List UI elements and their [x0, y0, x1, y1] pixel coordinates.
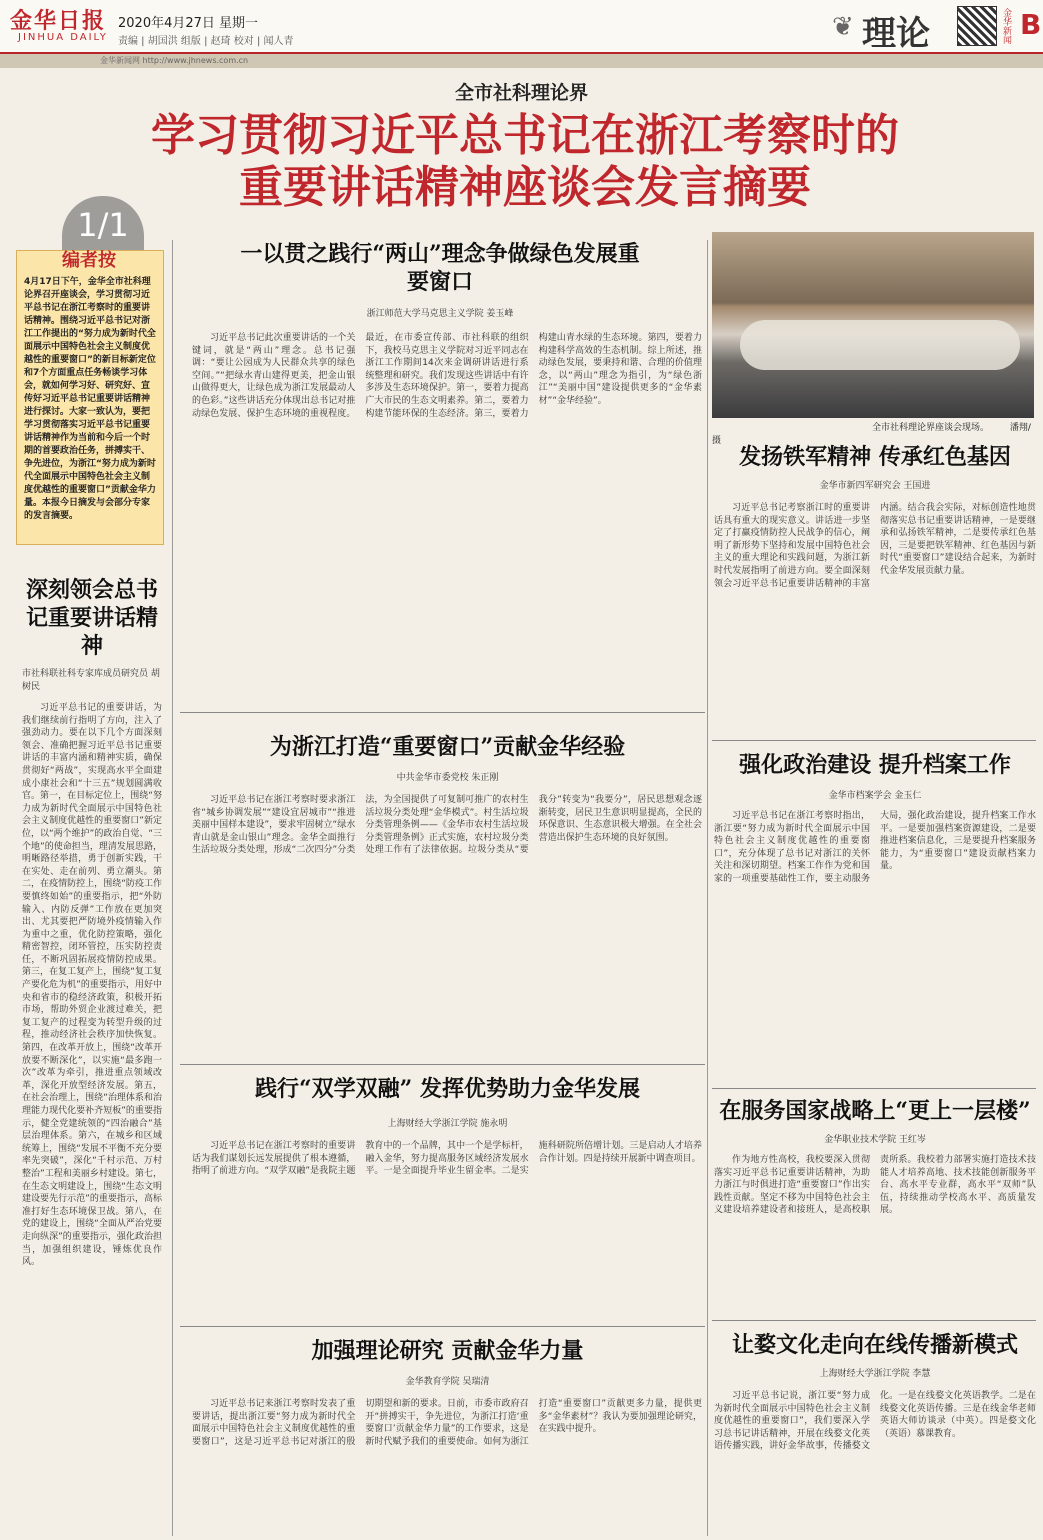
article-paragraph: 习近平总书记的重要讲话，为我们继续前行指明了方向，注入了强劲动力。要在以下几个方面深刻领会、准确把握习近平总书记重要讲话的丰富内涵和精神实质，确保贯彻好“两战”，实现高水平全面建成小康社会和“十三五”规划圆满收官。第一，在目标定位上，围绕“努力成为新时代全面展示中国特色社会主义制度优越性的重要窗口”新定位，以“两个维护”的政治自觉、“三个地”的使命担当，理清发展思路，明晰路径举措，勇于创新实践，干在实处、走在前列、勇立潮头。第二，在疫情防控上，围绕“防疫工作要慎终如始”的重要指示，把“外防输入、内防反弹”工作放在更加突出、尤其要把严防境外疫情输入作为重中之重，优化防控策略，强化精密智控，闭环管控，压实防控责任，不断巩固拓展疫情防控成果。第三，在复工复产上，围绕“复工复产要化危为机”的重要指示，用好中央和省市的稳经济政策，积极开拓市场，帮助外贸企业渡过难关，把复工复产的过程变为转型升级的过程，推动经济社会秩序加快恢复。第四，在改革开放上，围绕“改革开放要不断深化”，以实施“最多跑一次”改革为牵引，推进重点领域改革，深化开放型经济发展。第五，在社会治理上，围绕“治理体系和治理能力现代化要补齐短板”的重要指示，健全党建统领的“四治融合”基层治理体系。第六，在城乡和区域统筹上，围绕“发展不平衡不充分要率先突破”，深化“千村示范、万村整治”工程和美丽乡村建设。第七，在生态文明建设上，围绕“生态文明建设要先行示范”的重要指示，高标准打好生态环境保卫战。第八，在党的建设上，围绕“全面从严治党要走向纵深”的重要指示，强化政治担当，加强组织建设，锤炼优良作风。	[22, 703, 162, 1268]
article-body	[714, 1154, 1036, 1314]
article-title: 让婺文化走向在线传播新模式	[731, 1332, 1018, 1358]
caption-text: 全市社科理论界座谈会现场。	[872, 423, 990, 433]
article-paragraph: 习近平总书记说，浙江要“努力成为新时代全面展示中国特色社会主义制度优越性的重要窗口”，我们要深入学习总书记讲话精神，开展在线婺文化英语传播实践，讲好金华故事，传播婺文化。一是在线婺文化英语教学。二是在线婺文化英语传播。三是在线金华老师英语大师访谈录（中英）。四是婺文化（英语）慕课教育。	[714, 1391, 1036, 1452]
leaf-icon: ❦	[832, 12, 854, 42]
article-paragraph: 习近平总书记在浙江考察时的重要讲话为我们谋划长远发展提供了根本遵循，指明了前进方向。“双学双融”是我院主题教育中的一个品牌，其中一个是学标杆，融入金华，努力提高服务区域经济发展水平。一是全面提升毕业生留金率。二是实施科研院所倍增计划。三是启动人才培养合作计划。四是持续开展新中调查项目。	[192, 1141, 702, 1177]
article-byline: 中共金华市委党校 朱正刚	[396, 773, 499, 783]
headline-line-1: 学习贯彻习近平总书记在浙江考察时的	[151, 110, 899, 161]
section-divider	[712, 1320, 1036, 1321]
article-body	[714, 810, 1036, 1082]
staff-credits: 责编 | 胡国洪 组版 | 赵琦 校对 | 闻人青	[118, 36, 294, 47]
kicker: 全市社科理论界	[454, 82, 588, 104]
article-title: 深刻领会总书记重要讲话精神	[25, 577, 158, 659]
article-title: 一以贯之践行“两山”理念争做绿色发展重要窗口	[240, 241, 640, 295]
section-divider	[180, 1326, 705, 1327]
article-body	[714, 502, 1036, 734]
caption-credit: 潘翔/摄	[712, 423, 1031, 446]
article-title: 践行“双学双融” 发挥优势助力金华发展	[255, 1076, 640, 1102]
newspaper-logo: 金华日报	[10, 8, 107, 34]
article-paragraph: 习近平总书记考察浙江时的重要讲话具有重大的现实意义。讲话进一步坚定了打赢疫情防控人民战争的信心，阐明了新形势下坚持和发展中国特色社会主义的重大理论和实践问题，为浙江新时代发展指明了前进方向。要全面深刻领会习近平总书记重要讲话精神的丰富内涵。结合我会实际，对标创造性地贯彻落实总书记重要讲话精神，一是要继承和弘扬铁军精神，二是要传承红色基因，三是要把铁军精神、红色基因与新时代“重要窗口”建设结合起来，为新时代金华发展贡献力量。	[714, 503, 1036, 589]
article-title: 加强理论研究 贡献金华力量	[311, 1338, 584, 1364]
column-divider	[172, 240, 173, 1536]
article-paragraph: 习近平总书记在浙江考察时要求浙江省“城乡协调发展”“建设宜居城市”“推进美丽中国样本建设”，要求牢固树立“绿水青山就是金山银山”理念。金华全面推行生活垃圾分类处理，形成“二次四分”分类法，为全国提供了可复制可推广的农村生活垃圾分类处理“金华模式”。村生活垃圾分类管理条例——《金华市农村生活垃圾分类管理条例》正式实施，农村垃圾分类处理工作有了法律依据。垃圾分类从“要我分”转变为“我要分”，居民思想观念逐渐转变，居民卫生意识明显提高，全民的环保意识、生态意识极大增强。在全社会营造出保护生态环境的良好氛围。	[192, 795, 702, 856]
article-paragraph: 习近平总书记此次重要讲话的一个关键词，就是“两山”理念。总书记强调：“要让公园成为人民群众共享的绿色空间。”“把绿水青山建得更美，把金山银山做得更大，让绿色成为浙江发展最动人的色彩。”这些讲话充分体现出总书记对推动绿色发展、保护生态环境的重视程度。最近，在市委宣传部、市社科联的组织下，我校马克思主义学院对习近平同志在浙江工作期间14次来金调研讲话进行系统整理和研究。我们发现这些讲话中有许多涉及生态环境保护。第一，要着力提高广大市民的生态文明素养。第二，要着力构建节能环保的生态经济。第三，要着力构建山青水绿的生态环境。第四，要着力构建科学高效的生态机制。综上所述，推动绿色发展，要秉持和谐、合理的价值理念，以“两山”理念为指引，为“绿色浙江”“美丽中国”建设提供更多的“金华素材”“金华经验”。	[192, 333, 702, 419]
article-byline: 市社科联社科专家库成员研究员 胡树民	[22, 669, 160, 692]
article-body	[22, 702, 162, 1532]
article-paragraph: 作为地方性高校，我校要深入贯彻落实习近平总书记重要讲话精神，为助力浙江与时俱进打造“重要窗口”作出实践性贡献。坚定不移为中国特色社会主义建设培养建设者和接班人，是高校职责所系。我校着力部署实施打造技术技能人才培养高地、技术技能创新服务平台、高水平专业群，高水平“双师”队伍，持续推动学校高水平、高质量发展。	[714, 1155, 1036, 1216]
editor-note-title: 编者按	[62, 250, 116, 271]
page-counter[interactable]: 1/1	[62, 196, 144, 254]
article-body	[192, 1140, 702, 1320]
issue-date: 2020年4月27日 星期一	[118, 16, 259, 31]
qr-code-icon[interactable]	[957, 6, 997, 46]
article-byline: 金华市新四军研究会 王国进	[819, 481, 931, 491]
qr-label: 金华新闻	[1001, 8, 1011, 44]
article-byline: 金华教育学院 吴瑞清	[405, 1377, 490, 1387]
newspaper-logo-en: JINHUA DAILY	[18, 32, 108, 43]
page-headline	[60, 110, 990, 214]
section-divider	[180, 712, 705, 713]
article-title: 在服务国家战略上“更上一层楼”	[719, 1098, 1031, 1124]
article-title: 发扬铁军精神 传承红色基因	[739, 444, 1011, 470]
article-body	[192, 794, 702, 1058]
article-paragraph: 习近平总书记来浙江考察时发表了重要讲话，提出浙江要“努力成为新时代全面展示中国特色社会主义制度优越性的重要窗口”，这是习近平总书记对浙江的殷切期望和新的要求。日前，市委市政府召开“拼搏实干，争先进位，为浙江打造‘重要窗口’贡献金华力量”的工作要求，这是新时代赋予我们的重要使命。如何为浙江打造“重要窗口”贡献更多力量，提供更多“金华素材”？我认为要加强理论研究，在实践中提升。	[192, 1399, 702, 1447]
article-byline: 上海财经大学浙江学院 李慧	[819, 1369, 931, 1379]
page-code: B	[1020, 8, 1042, 41]
article-title: 强化政治建设 提升档案工作	[739, 752, 1011, 778]
article-paragraph: 习近平总书记在浙江考察时指出，浙江要“努力成为新时代全面展示中国特色社会主义制度优越性的重要窗口”，充分体现了总书记对浙江的关怀关注和深切期望。档案工作作为党和国家的一项重要基础性工作，要主动服务大局，强化政治建设，提升档案工作水平。一是要加强档案资源建设，二是要推进档案信息化，三是要提升档案服务能力，为“重要窗口”建设贡献档案力量。	[714, 811, 1036, 884]
column-divider	[707, 240, 708, 1536]
article-body	[192, 1398, 702, 1534]
headline-line-2: 重要讲话精神座谈会发言摘要	[239, 162, 811, 213]
article-byline: 金华职业技术学院 王红岑	[824, 1135, 926, 1145]
article-body	[192, 332, 702, 704]
section-divider	[712, 1088, 1036, 1089]
section-divider	[180, 1064, 705, 1065]
article-byline: 浙江师范大学马克思主义学院 姜玉峰	[366, 309, 514, 319]
article-body	[714, 1390, 1036, 1534]
article-byline: 上海财经大学浙江学院 施永明	[387, 1119, 508, 1129]
article-byline: 金华市档案学会 金玉仁	[828, 791, 922, 801]
editor-note-text: 4月17日下午，金华全市社科理论界召开座谈会，学习贯彻习近平总书记在浙江考察时的重要讲话精神。围绕习近平总书记对浙江工作提出的“努力成为新时代全面展示中国特色社会主义制度优越性的重要窗口”的新目标新定位和7个方面重点任务畅谈学习体会，就如何学习好、研究好、宣传好习近平总书记重要讲话精神进行探讨。大家一致认为，要把学习贯彻落实习近平总书记重要讲话精神作为当前和今后一个时期的首要政治任务，拼搏实干、争先进位，为浙江“努力成为新时代全面展示中国特色社会主义制度优越性的重要窗口”贡献金华力量。本报今日摘发与会部分专家的发言摘要。	[24, 277, 156, 521]
article-title: 为浙江打造“重要窗口”贡献金华经验	[269, 734, 626, 760]
section-divider	[712, 740, 1036, 741]
conference-table	[740, 320, 1020, 370]
section-title: 理论	[862, 14, 930, 54]
top-strip: 金华新闻网 http://www.jhnews.com.cn	[0, 54, 1043, 68]
